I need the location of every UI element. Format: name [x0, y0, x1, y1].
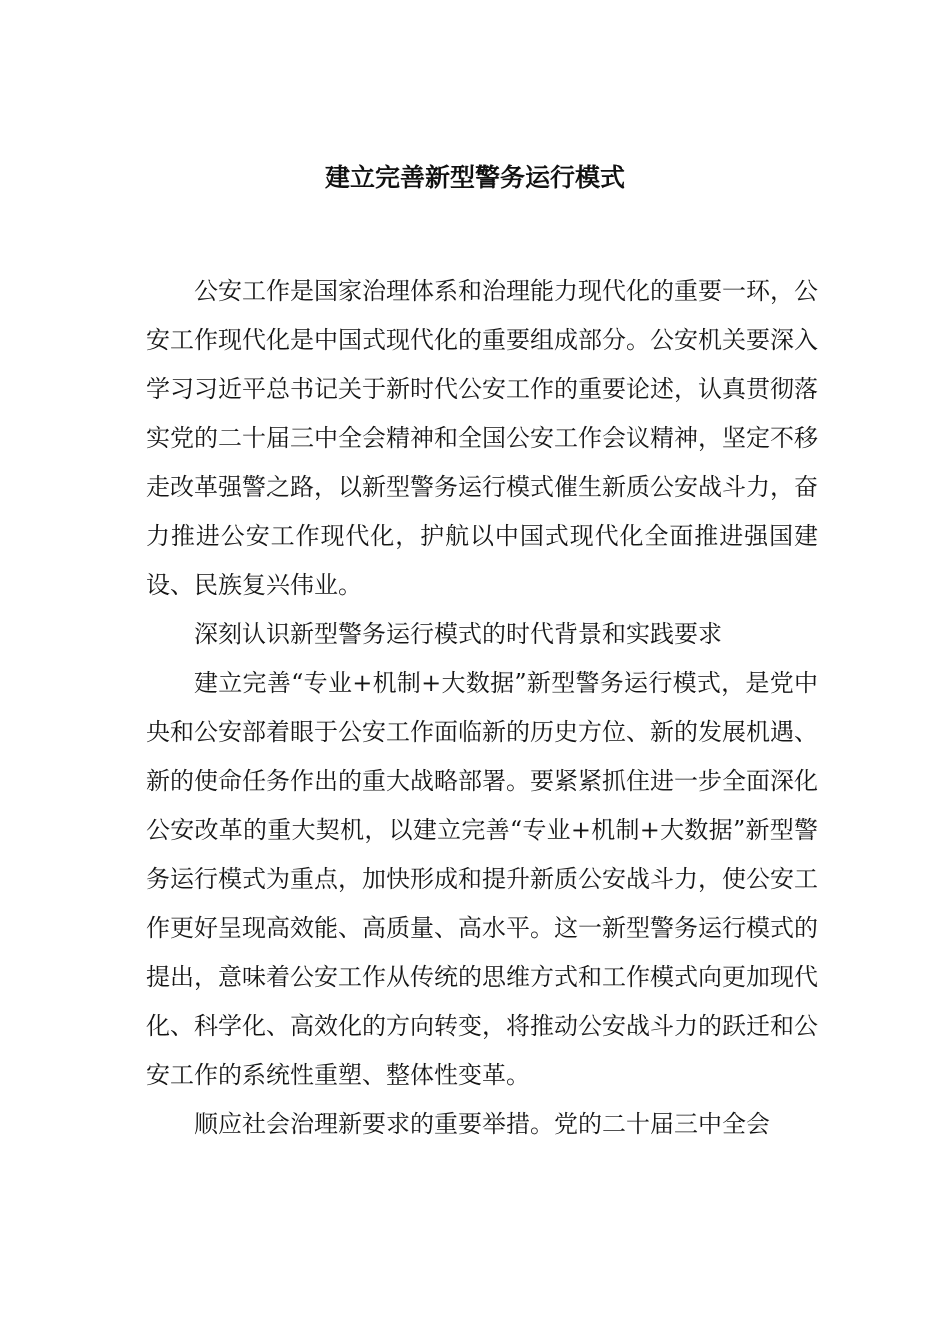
- section-heading: 深刻认识新型警务运行模式的时代背景和实践要求: [194, 620, 722, 648]
- body-paragraph: 建立完善“专业+机制+大数据”新型警务运行模式，是党中央和公安部着眼于公安工作面临新的历史方位、新的发展机遇、新的使命任务作出的重大战略部署。要紧紧抓住进一步全面深化公安改革的重大契机，以建立完善“专业+机制+大数据”新型警务运行模式为重点，加快形成和提升新质公安战斗力，使公安工作更好呈现高效能、高质量、高水平。这一新型警务运行模式的提出，意味着公安工作从传统的思维方式和工作模式向更加现代化、科学化、高效化的方向转变，将推动公安战斗力的跃迁和公安工作的系统性重塑、整体性变革。: [146, 669, 818, 1089]
- document-body: [146, 267, 818, 1149]
- document-title: 建立完善新型警务运行模式: [324, 163, 625, 192]
- subsection-paragraph: 顺应社会治理新要求的重要举措。党的二十届三中全会: [194, 1110, 770, 1138]
- intro-paragraph: 公安工作是国家治理体系和治理能力现代化的重要一环，公安工作现代化是中国式现代化的重要组成部分。公安机关要深入学习习近平总书记关于新时代公安工作的重要论述，认真贯彻落实党的二十届三中全会精神和全国公安工作会议精神，坚定不移走改革强警之路，以新型警务运行模式催生新质公安战斗力，奋力推进公安工作现代化，护航以中国式现代化全面推进强国建设、民族复兴伟业。: [146, 277, 818, 599]
